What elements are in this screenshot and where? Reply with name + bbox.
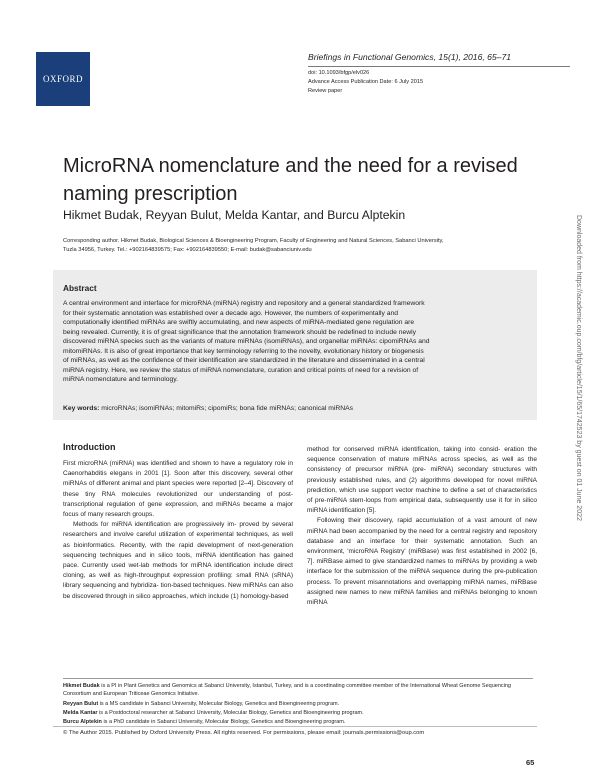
footnote-rule <box>63 678 533 679</box>
title-line: MicroRNA nomenclature and the need for a revised <box>63 155 518 177</box>
title-line: naming prescription <box>63 183 238 205</box>
abstract-line: miRNA nomenclature and terminology. <box>63 376 179 383</box>
introduction-heading: Introduction <box>63 442 116 452</box>
download-watermark <box>572 215 584 565</box>
left-column <box>63 459 293 602</box>
author-footnotes <box>63 682 533 728</box>
abstract-heading: Abstract <box>63 283 97 293</box>
corresponding-author <box>63 237 563 255</box>
header-rule <box>308 66 570 67</box>
paragraph: First microRNA (miRNA) was identified and shown to have a regulatory role in Caenorhabditis elegans in 2001 [1]. Soon after this discovery, several other miRNAs of different animal and plant species were reported [2–4]. Discovery of these tiny RNA molecules revolutionized our understanding of post-transcriptional regulation of gene expression, and miRNAs became a major focus of many research groups. <box>63 460 294 519</box>
footnote: Burcu Alptekin is a PhD candidate in Sabanci University, Molecular Biology, Genetics and Bioengineering program. <box>63 719 346 726</box>
keywords <box>63 405 533 412</box>
footnote: Reyyan Bulut is a MS candidate in Sabanci University, Molecular Biology, Genetics and Bioengineering program. <box>63 700 340 707</box>
abstract-line: computationally identified miRNAs are swiftly accumulating, and new aspects of miRNA-mediated gene regulation are <box>63 319 415 326</box>
journal-citation: Briefings in Functional Genomics, 15(1), 2016, 65–71 <box>308 52 512 62</box>
paragraph: Methods for miRNA identification are progressively im- proved by several researchers and involve careful utilization of experimental techniques, as well as bioinformatics. Recently, with the rapid development of next-generation sequencing techniques and in silico tools, miRNA identification has gained pace. Currently used wet-lab methods for miRNA identification include direct cloning, as well as high-throughput expression profiling: small RNA (sRNA) library sequencing and hybridiza- tion-based techniques. New miRNAs can also be discovered through in silico approaches, which include (1) homology-based <box>63 521 294 600</box>
corr-line: Corresponding author. Hikmet Budak, Biological Sciences & Bioengineering Program, Faculty of Engineering and Natural Sciences, Sabanci University, <box>63 238 444 244</box>
footnote: Melda Kantar is a Postdoctoral researcher at Sabanci University, Molecular Biology, Genetics and Bioengineering program. <box>63 709 364 716</box>
oxford-logo <box>36 52 90 106</box>
article-type: Review paper <box>308 88 343 94</box>
abstract-line: for their systematic annotation was established over a decade ago. However, the numbers of experimentally and <box>63 309 399 317</box>
abstract-line: discovered miRNA species such as the variants of mature miRNAs (isomiRNAs), and organellar miRNAs: cipomiRNAs and <box>63 338 430 345</box>
abstract-line: of miRNAs, as well as the confidence of their identification are standardized in the literature and disseminated in a central <box>63 357 425 364</box>
advance-access-date: Advance Access Publication Date: 6 July 2015 <box>308 79 424 85</box>
copyright-rule <box>53 726 537 727</box>
right-column <box>307 445 537 608</box>
copyright-notice: © The Author 2015. Published by Oxford University Press. All rights reserved. For permissions, please email: journals.permissions@oup.com <box>63 730 425 736</box>
abstract-line: miRNA registry. Here, we review the status of miRNA nomenclature, curation and critical points of need for a revision of <box>63 366 419 374</box>
abstract-text <box>63 299 533 385</box>
keywords-list: microRNAs; isomiRNAs; mitomiRs; cipomiRs; bona fide miRNAs; canonical miRNAs <box>101 405 353 412</box>
abstract-line: mitomiRNAs. It is also of great importance that key terminology referring to the novelty, evolutionary history or biogenesis <box>63 347 424 355</box>
logo-text: OXFORD <box>42 74 83 84</box>
author-list: Hikmet Budak, Reyyan Bulut, Melda Kantar, and Burcu Alptekin <box>63 208 406 222</box>
paragraph: method for conserved miRNA identification, taking into consid- eration the sequence conservation of mature miRNAs across species, as well as the consistency of precursor miRNA (pre- miRNA) secondary structures with previously established rules, and (2) algorithms developed for novel miRNA prediction, which use support vector machine to define a set of characteristics of pre-miRNA stem-loops from empirical data, subsequently use it for in silico miRNA identification [5]. <box>307 446 538 515</box>
abstract-line: A central environment and interface for microRNA (miRNA) registry and repository and a general standardized framework <box>63 300 425 307</box>
keywords-label: Key words: <box>63 405 100 412</box>
article-title <box>63 152 563 208</box>
download-note: Downloaded from https://academic.oup.com/bfg/article/15/1/65/1742523 by guest on 01 June 2022 <box>575 215 582 521</box>
paragraph: Following their discovery, rapid accumulation of a vast amount of new miRNA had been accompanied by the need for a central registry and repository database and an interface for their systematic annotation. Such an environment, 'microRNA Registry' (miRBase) was first established in 2002 [6, 7]. miRBase aimed to give standardized names to miRNAs by providing a web interface for the submission of the miRNA sequence during the pre-publication process. To prevent misannotations and overlapping miRNA names, miRBase assigned new names to new miRNA families and miRNAs belonging to known miRNA <box>307 517 538 607</box>
abstract-line: being revealed. Currently, it is of great significance that the annotation framework should be redefined to include newly <box>63 328 416 336</box>
page-number: 65 <box>526 758 535 767</box>
corr-line: Tuzla 34956, Turkey. Tel.: +902164839575; Fax: +902164839550; E-mail: budak@sabanciuniv.edu <box>63 247 312 253</box>
doi[interactable]: doi: 10.1093/bfgp/elv026 <box>308 70 370 76</box>
footnote: Hikmet Budak is a PI in Plant Genetics and Genomics at Sabanci University, Istanbul, Turkey, and is a coordinating committee member of the International Wheat Genome Sequencing Consortium and European Triticeae Genomics Initiative. <box>63 683 511 698</box>
